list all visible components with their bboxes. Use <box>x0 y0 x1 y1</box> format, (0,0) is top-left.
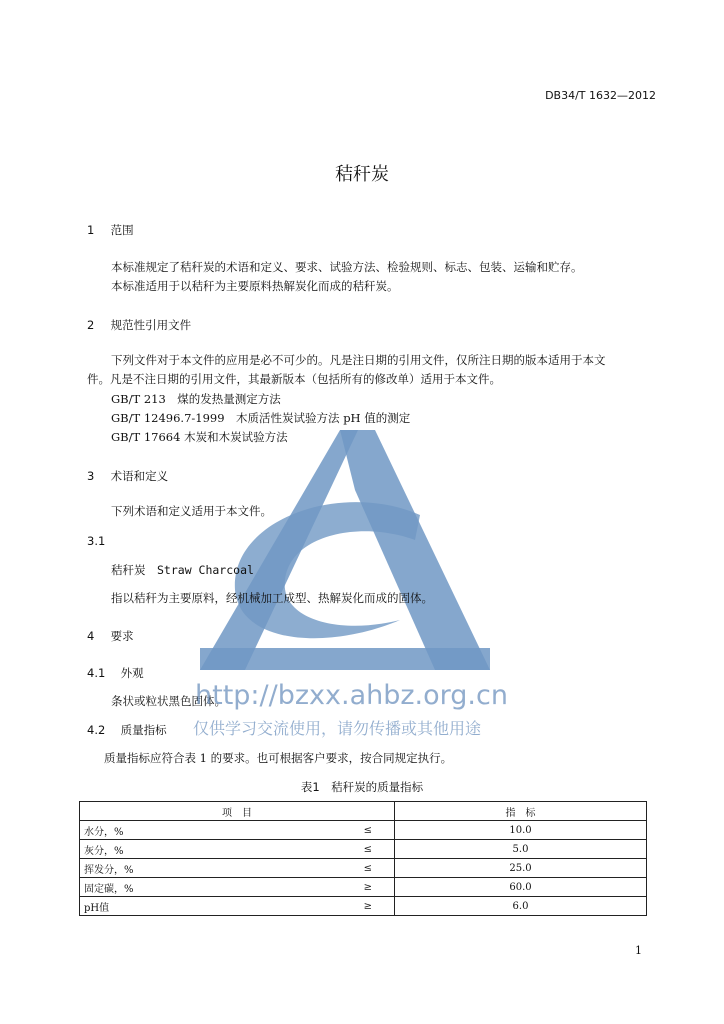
watermark-note: 仅供学习交流使用，请勿传播或其他用途 <box>193 719 482 738</box>
row-operator: ≤ <box>288 859 395 878</box>
row-value: 25.0 <box>395 859 647 878</box>
paragraph: 质量指标应符合表 1 的要求。也可根据客户要求，按合同规定执行。 <box>104 751 453 765</box>
section-number: 2 <box>87 318 95 332</box>
row-item: 挥发分，% <box>80 859 289 878</box>
page-number: 1 <box>635 944 642 957</box>
table-caption: 表1 秸秆炭的质量指标 <box>300 780 424 794</box>
paragraph: 条状或粒状黑色固体。 <box>111 694 226 708</box>
watermark-logo-icon <box>190 420 530 680</box>
reference-item: GB/T 12496.7-1999 木质活性炭试验方法 pH 值的测定 <box>111 411 411 425</box>
section-number: 1 <box>87 223 95 237</box>
table-row <box>80 878 647 897</box>
subsection-4-1-heading <box>87 665 144 681</box>
section-number: 4 <box>87 629 95 643</box>
row-value: 10.0 <box>395 821 647 840</box>
section-title: 外观 <box>120 666 144 680</box>
table-row <box>80 821 647 840</box>
term-definition: 指以秸秆为主要原料，经机械加工成型、热解炭化而成的固体。 <box>111 591 433 605</box>
section-1-heading <box>87 222 134 238</box>
paragraph-continued: 件。凡是不注日期的引用文件，其最新版本（包括所有的修改单）适用于本文件。 <box>87 372 501 386</box>
term-entry: 秸秆炭 Straw Charcoal <box>111 563 254 577</box>
paragraph: 下列文件对于本文件的应用是必不可少的。凡是注日期的引用文件，仅所注日期的版本适用于本文 <box>111 353 606 367</box>
section-title: 要求 <box>110 629 134 643</box>
section-title: 规范性引用文件 <box>110 318 192 332</box>
paragraph: 下列术语和定义适用于本文件。 <box>111 504 272 518</box>
header-item: 项 目 <box>80 802 395 821</box>
section-number: 4.1 <box>87 666 106 680</box>
section-title: 质量指标 <box>120 723 167 737</box>
table-row <box>80 859 647 878</box>
document-title: 秸秆炭 <box>335 164 389 185</box>
section-number: 4.2 <box>87 723 106 737</box>
row-item: 水分，% <box>80 821 289 840</box>
row-value: 60.0 <box>395 878 647 897</box>
row-item: 固定碳，% <box>80 878 289 897</box>
quality-index-table <box>79 801 647 916</box>
section-title: 范围 <box>110 223 134 237</box>
watermark-url: http://bzxx.ahbz.org.cn <box>195 680 508 711</box>
paragraph: 本标准规定了秸秆炭的术语和定义、要求、试验方法、检验规则、标志、包装、运输和贮存。 <box>111 260 583 274</box>
header-value: 指 标 <box>395 802 647 821</box>
table-row <box>80 840 647 859</box>
row-operator: ≤ <box>288 840 395 859</box>
row-item: 灰分，% <box>80 840 289 859</box>
reference-item: GB/T 213 煤的发热量测定方法 <box>111 392 281 406</box>
section-3-heading <box>87 468 168 484</box>
row-operator: ≥ <box>288 897 395 916</box>
section-2-heading <box>87 317 191 333</box>
section-number: 3 <box>87 469 95 483</box>
subsection-4-2-heading <box>87 722 167 738</box>
paragraph: 本标准适用于以秸秆为主要原料热解炭化而成的秸秆炭。 <box>111 279 399 293</box>
section-4-heading <box>87 628 134 644</box>
section-title: 术语和定义 <box>110 469 169 483</box>
row-item: pH值 <box>80 897 289 916</box>
row-value: 5.0 <box>395 840 647 859</box>
row-value: 6.0 <box>395 897 647 916</box>
table-row <box>80 897 647 916</box>
row-operator: ≤ <box>288 821 395 840</box>
reference-item: GB/T 17664 木炭和木炭试验方法 <box>111 430 288 444</box>
subsection-number: 3.1 <box>87 534 106 548</box>
document-code: DB34/T 1632—2012 <box>545 89 656 102</box>
row-operator: ≥ <box>288 878 395 897</box>
table-header-row <box>80 802 647 821</box>
